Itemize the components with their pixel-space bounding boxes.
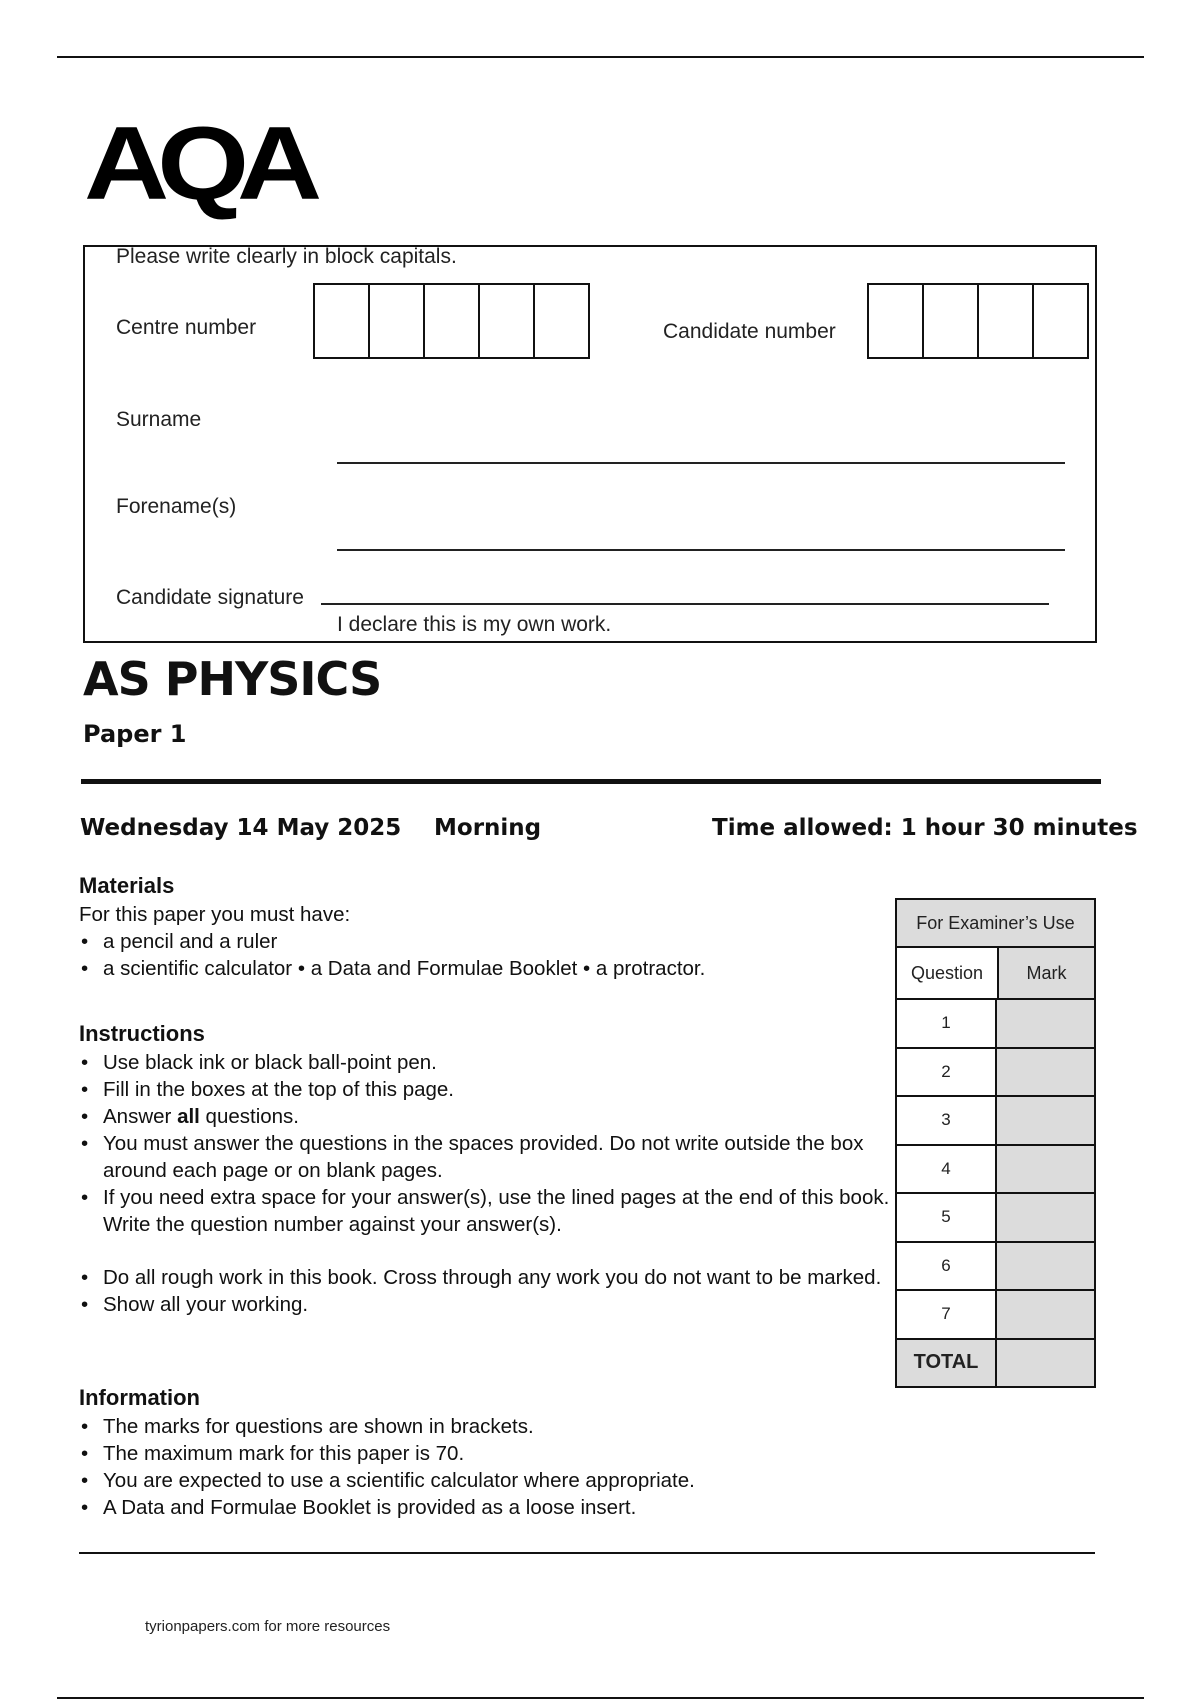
question-number: 2 <box>897 1047 997 1096</box>
surname-label: Surname <box>116 408 202 431</box>
list-item: • The maximum mark for this paper is 70. <box>79 1440 899 1467</box>
centre-number-cell[interactable] <box>478 283 535 359</box>
text-span: questions. <box>199 1105 300 1128</box>
total-row <box>897 1338 1094 1387</box>
candidate-details-box <box>83 245 1097 643</box>
surname-field[interactable] <box>337 462 1065 464</box>
examiner-use-heading: For Examiner’s Use <box>897 900 1094 948</box>
signature-field[interactable] <box>321 603 1049 605</box>
mark-cell <box>997 1192 1094 1241</box>
mark-cell <box>997 1047 1094 1096</box>
block-capitals-instruction: Please write clearly in block capitals. <box>116 245 457 268</box>
list-item: • a scientific calculator • a Data and Formulae Booklet • a protractor. <box>79 955 899 982</box>
list-item <box>79 1103 899 1130</box>
materials-section <box>79 873 899 982</box>
examiner-use-table <box>895 898 1096 1388</box>
exam-date: Wednesday 14 May 2025 <box>80 815 402 841</box>
instructions-heading: Instructions <box>79 1021 205 1046</box>
total-label: TOTAL <box>897 1338 997 1387</box>
info-bottom-rule <box>79 1552 1095 1554</box>
question-number: 4 <box>897 1144 997 1193</box>
mark-cell <box>997 1144 1094 1193</box>
bottom-rule <box>57 1697 1144 1699</box>
list-item: • A Data and Formulae Booklet is provided as a loose insert. <box>79 1494 899 1521</box>
forenames-label: Forename(s) <box>116 495 237 518</box>
title-rule <box>81 779 1101 784</box>
time-allowed: Time allowed: 1 hour 30 minutes <box>712 815 1138 841</box>
materials-heading: Materials <box>79 873 175 898</box>
list-item: • Fill in the boxes at the top of this page. <box>79 1076 899 1103</box>
list-item: • The marks for questions are shown in brackets. <box>79 1413 899 1440</box>
candidate-number-cell[interactable] <box>922 283 979 359</box>
examiner-table-header-row <box>897 948 1094 998</box>
question-number: 5 <box>897 1192 997 1241</box>
question-number: 6 <box>897 1241 997 1290</box>
question-number: 3 <box>897 1095 997 1144</box>
candidate-number-cell[interactable] <box>867 283 924 359</box>
materials-list <box>79 928 899 982</box>
aqa-logo: AQA <box>84 105 311 222</box>
top-rule <box>57 56 1144 58</box>
instructions-section <box>79 1021 899 1318</box>
forenames-field[interactable] <box>337 549 1065 551</box>
centre-number-cell[interactable] <box>368 283 425 359</box>
mark-column-header: Mark <box>1026 962 1067 983</box>
instructions-list <box>79 1049 899 1318</box>
paper-subtitle: Paper 1 <box>83 720 187 748</box>
information-heading: Information <box>79 1385 200 1410</box>
mark-cell <box>997 1289 1094 1338</box>
list-item: • You must answer the questions in the spaces provided. Do not write outside the box around each page or on blank pages. <box>79 1130 899 1184</box>
question-number: 1 <box>897 998 997 1047</box>
table-row <box>897 1289 1094 1338</box>
list-item: • Do all rough work in this book. Cross through any work you do not want to be marked. <box>79 1264 899 1291</box>
list-item: • a pencil and a ruler <box>79 928 899 955</box>
centre-number-cell[interactable] <box>423 283 480 359</box>
signature-label: Candidate signature <box>116 586 304 609</box>
table-row <box>897 1047 1094 1096</box>
centre-number-boxes <box>315 283 590 359</box>
mark-cell <box>997 1241 1094 1290</box>
table-row <box>897 998 1094 1047</box>
centre-number-cell[interactable] <box>533 283 590 359</box>
footer-text: tyrionpapers.com for more resources <box>145 1618 391 1635</box>
exam-session: Morning <box>434 815 542 841</box>
candidate-number-label: Candidate number <box>663 320 836 343</box>
table-row <box>897 1144 1094 1193</box>
text-span: Answer <box>103 1105 178 1128</box>
candidate-number-cell[interactable] <box>1032 283 1089 359</box>
table-row <box>897 1192 1094 1241</box>
declaration-text: I declare this is my own work. <box>337 613 612 636</box>
list-item: • You are expected to use a scientific calculator where appropriate. <box>79 1467 899 1494</box>
candidate-number-boxes <box>869 283 1089 359</box>
question-number: 7 <box>897 1289 997 1338</box>
mark-cell <box>997 1095 1094 1144</box>
list-item: • Show all your working. <box>79 1291 899 1318</box>
centre-number-label: Centre number <box>116 316 257 339</box>
table-row <box>897 1095 1094 1144</box>
list-item: • Use black ink or black ball-point pen. <box>79 1049 899 1076</box>
centre-number-cell[interactable] <box>313 283 370 359</box>
information-section <box>79 1385 899 1521</box>
list-item: • If you need extra space for your answer(s), use the lined pages at the end of this book. Write the question number against your answer(s). <box>79 1184 899 1238</box>
information-list <box>79 1413 899 1521</box>
paper-title: AS PHYSICS <box>83 652 382 706</box>
mark-cell <box>997 998 1094 1047</box>
materials-intro: For this paper you must have: <box>79 903 351 926</box>
bold-text: all <box>177 1105 200 1128</box>
total-mark-cell <box>997 1338 1094 1387</box>
table-row <box>897 1241 1094 1290</box>
candidate-number-cell[interactable] <box>977 283 1034 359</box>
question-column-header: Question <box>897 948 999 998</box>
